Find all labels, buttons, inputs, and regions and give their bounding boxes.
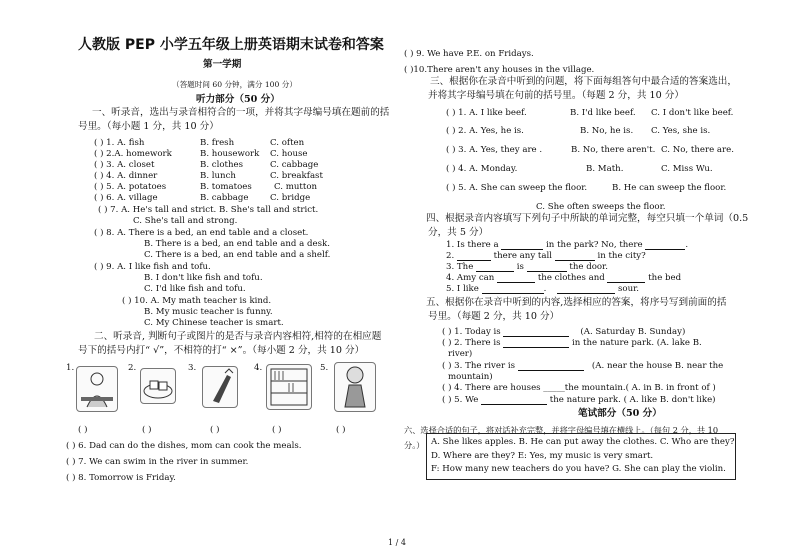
part1-q7-c: C. She's tall and strong. xyxy=(133,216,238,226)
fill-line-2: 2. there any tall in the city? xyxy=(446,251,646,261)
part1-row: ( ) 1. A. fish xyxy=(94,138,145,148)
picture-label: 5. xyxy=(320,363,329,373)
answer-blank[interactable] xyxy=(482,285,544,294)
picture-label: 3. xyxy=(188,363,197,373)
part1-row: ( ) 3. A. closet xyxy=(94,160,155,170)
option-b: B. He can sweep the floor. xyxy=(612,183,727,193)
option-b: B. clothes xyxy=(200,160,243,170)
part3-row: ( ) 3. A. Yes, they are . xyxy=(446,145,543,155)
choice-line: F: How many new teachers do you have? G. She can play the violin. xyxy=(431,464,726,474)
part1-q7: ( ) 7. A. He's tall and strict. B. She's tall and strict. xyxy=(98,205,319,215)
choice-line: A. She likes apples. B. He can put away the clothes. C. Who are they? xyxy=(431,437,735,447)
part3-q5-c: C. She often sweeps the floor. xyxy=(536,202,666,212)
answer-blank[interactable] xyxy=(527,263,567,272)
answer-blank[interactable] xyxy=(481,396,547,405)
part3-heading-2: 并将其字母编号填在句前的括号里。（每题 2 分，共 10 分） xyxy=(428,90,684,101)
part2-s6: ( ) 6. Dad can do the dishes, mom can cook the meals. xyxy=(66,441,302,451)
document-title: 人教版 PEP 小学五年级上册英语期末试卷和答案 xyxy=(78,37,384,53)
option-c: C. often xyxy=(270,138,305,148)
option-c: C. bridge xyxy=(270,193,311,203)
part1-q9: ( ) 9. A. I like fish and tofu. xyxy=(94,262,211,272)
answer-blank[interactable] xyxy=(476,263,514,272)
option-c: C. Miss Wu. xyxy=(661,164,713,174)
answer-blank[interactable] xyxy=(501,241,543,250)
option-c: C. breakfast xyxy=(270,171,323,181)
part2-s9: ( ) 9. We have P.E. on Fridays. xyxy=(404,49,534,59)
eggplant-picture xyxy=(202,366,238,408)
answer-paren[interactable]: ( ) xyxy=(336,425,346,435)
part2-s8: ( ) 8. Tomorrow is Friday. xyxy=(66,473,176,483)
part1-row: ( ) 6. A. village xyxy=(94,193,158,203)
family-dishes-picture xyxy=(76,366,118,412)
option-b: B. No, he is. xyxy=(580,126,634,136)
part5-heading: 五、根据你在录音中听到的内容,选择相应的答案，将序号写到前面的括 xyxy=(426,297,727,308)
option-c: C. mutton xyxy=(274,182,318,192)
option-b: B. Math. xyxy=(586,164,624,174)
part2-s7: ( ) 7. We can swim in the river in summer. xyxy=(66,457,249,467)
part5-q5: ( ) 5. We the nature park. ( A. like B. don't like) xyxy=(442,395,716,405)
part1-q10-c: C. My Chinese teacher is smart. xyxy=(144,318,284,328)
answer-blank[interactable] xyxy=(457,252,491,261)
fill-line-5: 5. I like . sour. xyxy=(446,284,640,294)
part1-q8-c: C. There is a bed, an end table and a shelf. xyxy=(144,250,331,260)
part1-row: ( ) 4. A. dinner xyxy=(94,171,158,181)
part1-heading-2: 号里。（每小题 1 分，共 10 分） xyxy=(78,121,219,132)
girl-picture xyxy=(334,362,376,412)
part5-q3: ( ) 3. The river is (A. near the house B. near the xyxy=(442,361,724,371)
part3-row: ( ) 1. A. I like beef. xyxy=(446,108,527,118)
option-c: C. Yes, she is. xyxy=(651,126,711,136)
time-note: （答题时间 60 分钟，满分 100 分） xyxy=(172,80,297,89)
option-b: B. fresh xyxy=(200,138,235,148)
part5-q3-mountain: mountain) xyxy=(448,372,493,382)
answer-paren[interactable]: ( ) xyxy=(142,425,152,435)
part5-q2: ( ) 2. There is in the nature park. (A. lake B. xyxy=(442,338,702,348)
answer-blank[interactable] xyxy=(645,241,685,250)
part1-heading: 一、听录音，选出与录音相符合的一项，并将其字母编号填在题前的括 xyxy=(92,107,390,118)
part6-heading: 六、选择合适的句子，将对话补充完整，并将字母编号填在横线上。（每句 2 分，共 10 xyxy=(404,425,719,435)
part1-row: ( ) 2.A. homework xyxy=(94,149,172,159)
answer-paren[interactable]: ( ) xyxy=(78,425,88,435)
listening-heading: 听力部分（50 分） xyxy=(196,94,280,105)
answer-blank[interactable] xyxy=(518,362,584,371)
answer-blank[interactable] xyxy=(503,339,569,348)
fill-line-1: 1. Is there a in the park? No, there . xyxy=(446,240,689,250)
part1-q10-b: B. My music teacher is funny. xyxy=(144,307,273,317)
part4-heading-2: 分，共 5 分） xyxy=(428,227,489,238)
part3-row: ( ) 4. A. Monday. xyxy=(446,164,518,174)
written-heading: 笔试部分（50 分） xyxy=(578,408,662,419)
fill-line-4: 4. Amy can the clothes and the bed xyxy=(446,273,682,283)
picture-label: 1. xyxy=(66,363,75,373)
option-b: B. cabbage xyxy=(200,193,249,203)
answer-blank[interactable] xyxy=(557,285,615,294)
part1-row: ( ) 5. A. potatoes xyxy=(94,182,167,192)
part1-q8-b: B. There is a bed, an end table and a desk. xyxy=(144,239,330,249)
tofu-picture xyxy=(140,368,176,404)
part3-row: ( ) 2. A. Yes, he is. xyxy=(446,126,524,136)
part4-heading: 四、根据录音内容填写下列句子中所缺的单词完整，每空只填一个单词（0.5 xyxy=(426,213,749,224)
option-b: B. I'd like beef. xyxy=(570,108,636,118)
part5-heading-2: 号里。（每题 2 分，共 10 分） xyxy=(428,311,560,322)
option-c: C. No, there are. xyxy=(661,145,734,155)
option-c: C. cabbage xyxy=(270,160,319,170)
part2-s10: ( )10.There aren't any houses in the village. xyxy=(404,65,595,75)
part3-heading: 三、根据你在录音中听到的问题，将下面每组答句中最合适的答案选出， xyxy=(430,76,737,87)
bookshelf-picture xyxy=(266,364,312,410)
option-c: C. I don't like beef. xyxy=(651,108,734,118)
fill-line-3: 3. The is the door. xyxy=(446,262,608,272)
part1-q9-b: B. I don't like fish and tofu. xyxy=(144,273,263,283)
answer-blank[interactable] xyxy=(607,274,645,283)
part5-q2-river: river) xyxy=(448,349,473,359)
option-b: B. tomatoes xyxy=(200,182,252,192)
answer-blank[interactable] xyxy=(555,252,595,261)
term-label: 第一学期 xyxy=(203,59,242,70)
option-b: B. lunch xyxy=(200,171,236,181)
part1-q9-c: C. I'd like fish and tofu. xyxy=(144,284,246,294)
part6-tail: 分。） xyxy=(404,440,425,450)
option-b: B. housework xyxy=(200,149,260,159)
page-number: 1 / 4 xyxy=(388,538,406,547)
part1-q8: ( ) 8. A. There is a bed, an end table and a closet. xyxy=(94,228,309,238)
option-c: C. house xyxy=(270,149,308,159)
part3-row: ( ) 5. A. She can sweep the floor. xyxy=(446,183,588,193)
answer-paren[interactable]: ( ) xyxy=(272,425,282,435)
part2-heading-2: 号下的括号内打“ √”，不相符的打“ ×”。（每小题 2 分，共 10 分） xyxy=(78,345,365,356)
picture-label: 2. xyxy=(128,363,137,373)
option-b: B. No, there aren't. xyxy=(571,145,656,155)
choice-line: D. Where are they? E: Yes, my music is very smart. xyxy=(431,451,654,461)
picture-label: 4. xyxy=(254,363,263,373)
answer-paren[interactable]: ( ) xyxy=(210,425,220,435)
answer-blank[interactable] xyxy=(497,274,535,283)
part1-q10: ( ) 10. A. My math teacher is kind. xyxy=(122,296,272,306)
part5-q4: ( ) 4. There are houses _____the mountain.( A. in B. in front of ) xyxy=(442,383,716,393)
part5-q1: ( ) 1. Today is (A. Saturday B. Sunday) xyxy=(442,327,686,337)
part2-heading: 二、听录音, 判断句子或图片的是否与录音内容相符,相符的在相应题 xyxy=(94,331,382,342)
answer-blank[interactable] xyxy=(503,328,569,337)
